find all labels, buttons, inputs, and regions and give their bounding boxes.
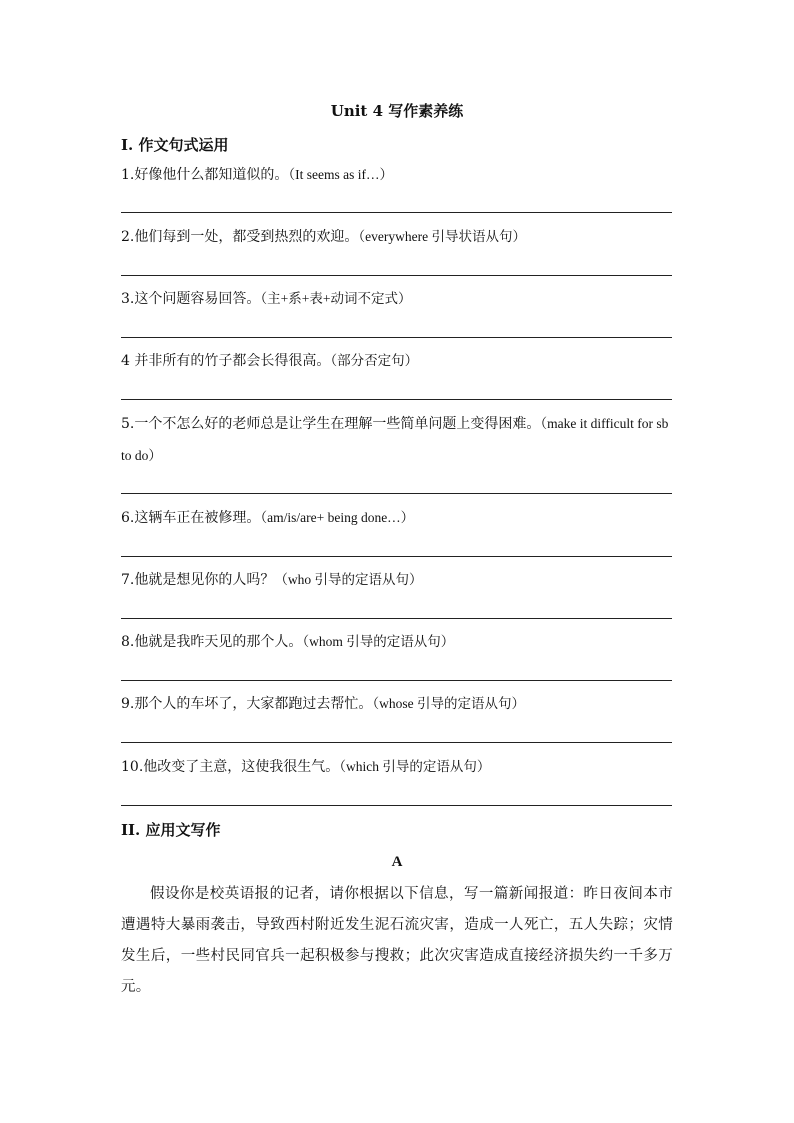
question-hint: （主+系+表+动词不定式） — [260, 291, 412, 306]
answer-line-10[interactable] — [121, 805, 672, 806]
answer-line-4[interactable] — [121, 399, 672, 400]
question-text: 3.这个问题容易回答。 — [121, 291, 261, 307]
question-text: 8.他就是我昨天见的那个人。 — [121, 634, 303, 650]
question-text: 2.他们每到一处，都受到热烈的欢迎。 — [121, 229, 359, 245]
question-7 — [121, 569, 673, 591]
page-title: Unit 4 写作素养练 — [330, 102, 464, 120]
question-text: 7.他就是想见你的人吗？ — [121, 572, 275, 588]
section-heading-2: II. 应用文写作 — [121, 821, 221, 839]
subsection-label: A — [391, 854, 403, 870]
answer-line-2[interactable] — [121, 275, 672, 276]
question-1 — [121, 164, 673, 186]
question-8 — [121, 631, 673, 653]
question-6 — [121, 507, 673, 529]
question-hint: （who 引导的定语从句） — [274, 572, 423, 587]
question-2 — [121, 226, 673, 248]
question-4 — [121, 350, 673, 372]
question-hint: （whose 引导的定语从句） — [372, 696, 525, 711]
answer-line-1[interactable] — [121, 212, 672, 213]
answer-line-3[interactable] — [121, 337, 672, 338]
question-hint: （everywhere 引导状语从句） — [358, 229, 526, 244]
question-text: 4 并非所有的竹子都会长得很高。 — [121, 353, 331, 369]
question-hint: （which 引导的定语从句） — [339, 759, 491, 774]
question-text: 9.那个人的车坏了，大家都跑过去帮忙。 — [121, 696, 373, 712]
answer-line-9[interactable] — [121, 742, 672, 743]
question-hint: （It seems as if…） — [288, 167, 393, 182]
answer-line-8[interactable] — [121, 680, 672, 681]
question-hint: （am/is/are+ being done…） — [260, 510, 415, 525]
question-9 — [121, 693, 673, 715]
question-3 — [121, 288, 673, 310]
question-hint: （whom 引导的定语从句） — [302, 634, 455, 649]
question-text: 1.好像他什么都知道似的。 — [121, 167, 289, 183]
question-10 — [121, 756, 673, 778]
writing-prompt-paragraph: 假设你是校英语报的记者，请你根据以下信息，写一篇新闻报道：昨日夜间本市遭遇特大暴雨袭击，导致西村附近发生泥石流灾害，造成一人死亡，五人失踪；灾情发生后，一些村民同官兵一起积极参与搜救；此次灾害造成直接经济损失约一千多万元。 — [121, 886, 673, 995]
question-hint: （部分否定句） — [330, 353, 419, 368]
answer-line-7[interactable] — [121, 618, 672, 619]
answer-line-5[interactable] — [121, 493, 672, 494]
question-5 — [121, 408, 673, 472]
question-hint: （make it difficult for sb to do） — [121, 416, 669, 463]
section-heading-1: I. 作文句式运用 — [121, 136, 229, 154]
question-text: 5.一个不怎么好的老师总是让学生在理解一些简单问题上变得困难。 — [121, 416, 541, 432]
answer-line-6[interactable] — [121, 556, 672, 557]
question-text: 10.他改变了主意，这使我很生气。 — [121, 759, 340, 775]
question-text: 6.这辆车正在被修理。 — [121, 510, 261, 526]
